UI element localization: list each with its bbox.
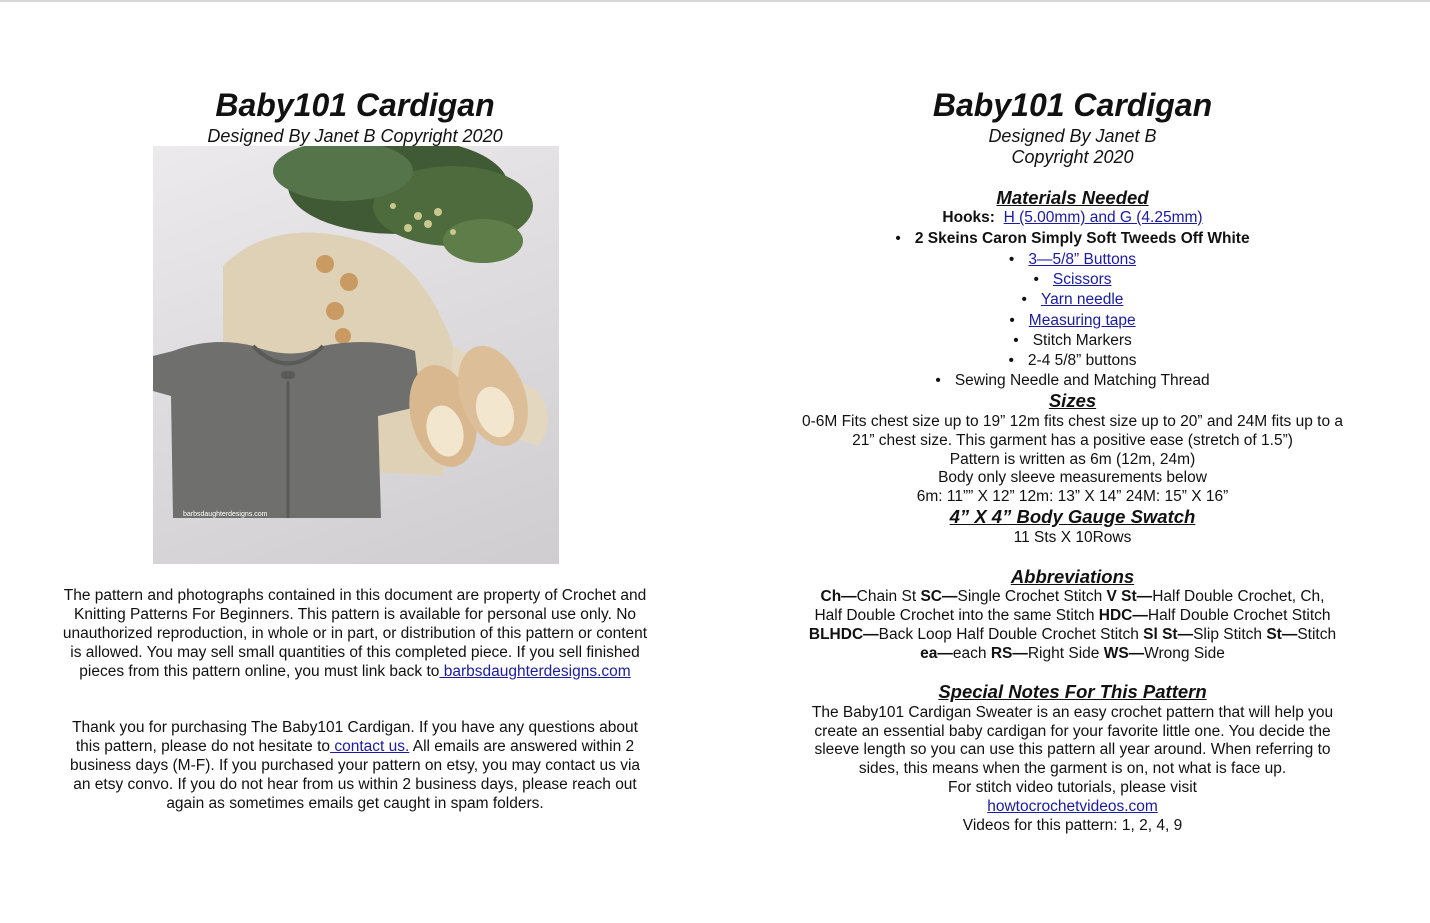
scissors-link[interactable]: Scissors [1052,271,1112,288]
notes-line-2: create an essential baby cardigan for your favorite little one. You decide the [814,723,1331,740]
material-stitch-markers [760,331,1385,350]
abbr-ch-desc: Chain St [856,588,921,605]
bullet: • [1008,251,1015,268]
bullet: • [1013,332,1019,349]
yarn-needle-link[interactable]: Yarn needle [1040,291,1124,308]
abbreviations-line-1 [760,587,1385,606]
notes-line-4: sides, this means when the garment is on, not what is face up. [858,760,1287,777]
thank-you-note [40,718,670,813]
sizes-line-4: Body only sleeve measurements below [938,469,1207,486]
abbr-rs: RS— [990,645,1028,662]
material-buttons [760,250,1385,269]
material-measuring-tape [760,311,1385,330]
abbr-ea: ea— [920,645,953,662]
notes-line-5: For stitch video tutorials, please visit [948,779,1197,796]
product-photo [153,146,559,564]
contact-us-link[interactable]: contact us. [330,738,410,755]
bullet: • [1009,312,1015,329]
right-page-subtitle-copyright: Copyright 2020 [1011,147,1134,167]
copyright-notice [40,586,670,681]
product-photo-illustration [153,146,559,564]
notes-line-1: The Baby101 Cardigan Sweater is an easy crochet pattern that will help you [811,704,1334,721]
photo-watermark: barbsdaughterdesigns.com [183,511,268,518]
sizes-heading: Sizes [1048,390,1097,411]
abbr-sc: SC— [920,588,958,605]
measuring-tape-link[interactable]: Measuring tape [1028,312,1136,329]
abbr-sc-desc: Single Crochet Stitch [957,588,1107,605]
abbreviations-line-4 [760,644,1385,663]
sizes-line-1: 0-6M Fits chest size up to 19” 12m fits chest size up to 20” and 24M fits up to a [801,413,1344,430]
abbr-slst: Sl St— [1143,626,1194,643]
abbr-st: St— [1266,626,1298,643]
abbreviations-line-3 [760,625,1385,644]
thank-you-text-b: All emails are answered within 2 business days (M-F). If you purchased your pattern on etsy, you may contact us via an etsy convo. If you do not hear from us within 2 business days, please reach out again as sometimes emails get caught in spam folders. [69,738,641,812]
abbr-hdc-desc: Half Double Crochet Stitch [1147,607,1331,624]
abbr-slst-desc: Slip Stitch [1193,626,1267,643]
abbr-blhdc: BLHDC— [808,626,879,643]
hooks-label: Hooks: [942,209,995,226]
abbr-rs-desc: Right Side [1027,645,1104,662]
bullet: • [1008,352,1014,369]
abbr-blhdc-desc: Back Loop Half Double Crochet Stitch [878,626,1144,643]
sewing-text: Sewing Needle and Matching Thread [954,372,1210,389]
material-yarn-needle [760,290,1385,309]
abbr-ch: Ch— [820,588,857,605]
howtocrochetvideos-link[interactable]: howtocrochetvideos.com [987,798,1158,815]
right-page-subtitle-designer: Designed By Janet B [988,126,1157,146]
material-scissors [760,270,1385,289]
notes-line-7: Videos for this pattern: 1, 2, 4, 9 [962,817,1183,834]
materials-heading: Materials Needed [996,187,1149,208]
copyright-notice-text: The pattern and photographs contained in this document are property of Crochet and Knitting Patterns For Beginners. This pattern is available for personal use only. No unauthorized reproduction, in whole or in part, or distribution of this pattern or content is allowed. You may sell small quantities of this completed piece. If you sell finished pieces from this pattern online, you must link back to [62,587,648,680]
stitch-markers-text: Stitch Markers [1032,332,1132,349]
abbr-ws-desc: Wrong Side [1144,645,1225,662]
right-page-title: Baby101 Cardigan [932,87,1213,123]
notes-line-3: sleeve length so you can use this pattern all year around. When referring to [814,741,1331,758]
material-yarn-text: 2 Skeins Caron Simply Soft Tweeds Off White [914,230,1250,247]
hooks-line [760,208,1385,227]
abbreviations-line-2 [760,606,1385,625]
abbreviations-heading: Abbreviations [1010,566,1135,587]
hooks-link[interactable]: H (5.00mm) and G (4.25mm) [1003,209,1203,226]
sizes-line-2: 21” chest size. This garment has a positive ease (stretch of 1.5”) [852,432,1293,449]
abbr-ea-desc: each [952,645,991,662]
abbr-st-desc: Stitch [1297,626,1337,643]
buttons-link[interactable]: 3—5/8” Buttons [1028,251,1137,268]
material-buttons-alt [760,351,1385,370]
abbr-vst: V St— [1106,588,1153,605]
thank-you-text-a: Thank you for purchasing The Baby101 Cardigan. If you have any questions about this pattern, please do not hesitate to [72,719,638,755]
left-page-title: Baby101 Cardigan [215,87,495,123]
gauge-value: 11 Sts X 10Rows [1013,529,1132,546]
buttons-alt-text: 2-4 5/8” buttons [1027,352,1137,369]
abbr-hdc: HDC— [1098,607,1148,624]
left-page-subtitle: Designed By Janet B Copyright 2020 [207,126,503,146]
notes-link-line [760,797,1385,816]
abbr-ws: WS— [1103,645,1145,662]
material-sewing [760,371,1385,390]
material-yarn [760,229,1385,248]
special-notes-heading: Special Notes For This Pattern [938,681,1207,702]
bullet: • [1033,271,1039,288]
gauge-heading: 4” X 4” Body Gauge Swatch [949,506,1196,527]
sizes-line-5: 6m: 11”” X 12” 12m: 13” X 14” 24M: 15” X 16” [916,488,1229,505]
page-top-border [0,0,1430,2]
bullet: • [935,372,941,389]
barbsdaughterdesigns-link[interactable]: barbsdaughterdesigns.com [439,663,631,680]
bullet: • [1021,291,1027,308]
sizes-line-3: Pattern is written as 6m (12m, 24m) [949,451,1196,468]
abbr-vst-desc: Half Double Crochet, Ch, [1152,588,1325,605]
bullet: • [895,230,901,247]
abbr-vst-desc-2: Half Double Crochet into the same Stitch [814,607,1099,624]
